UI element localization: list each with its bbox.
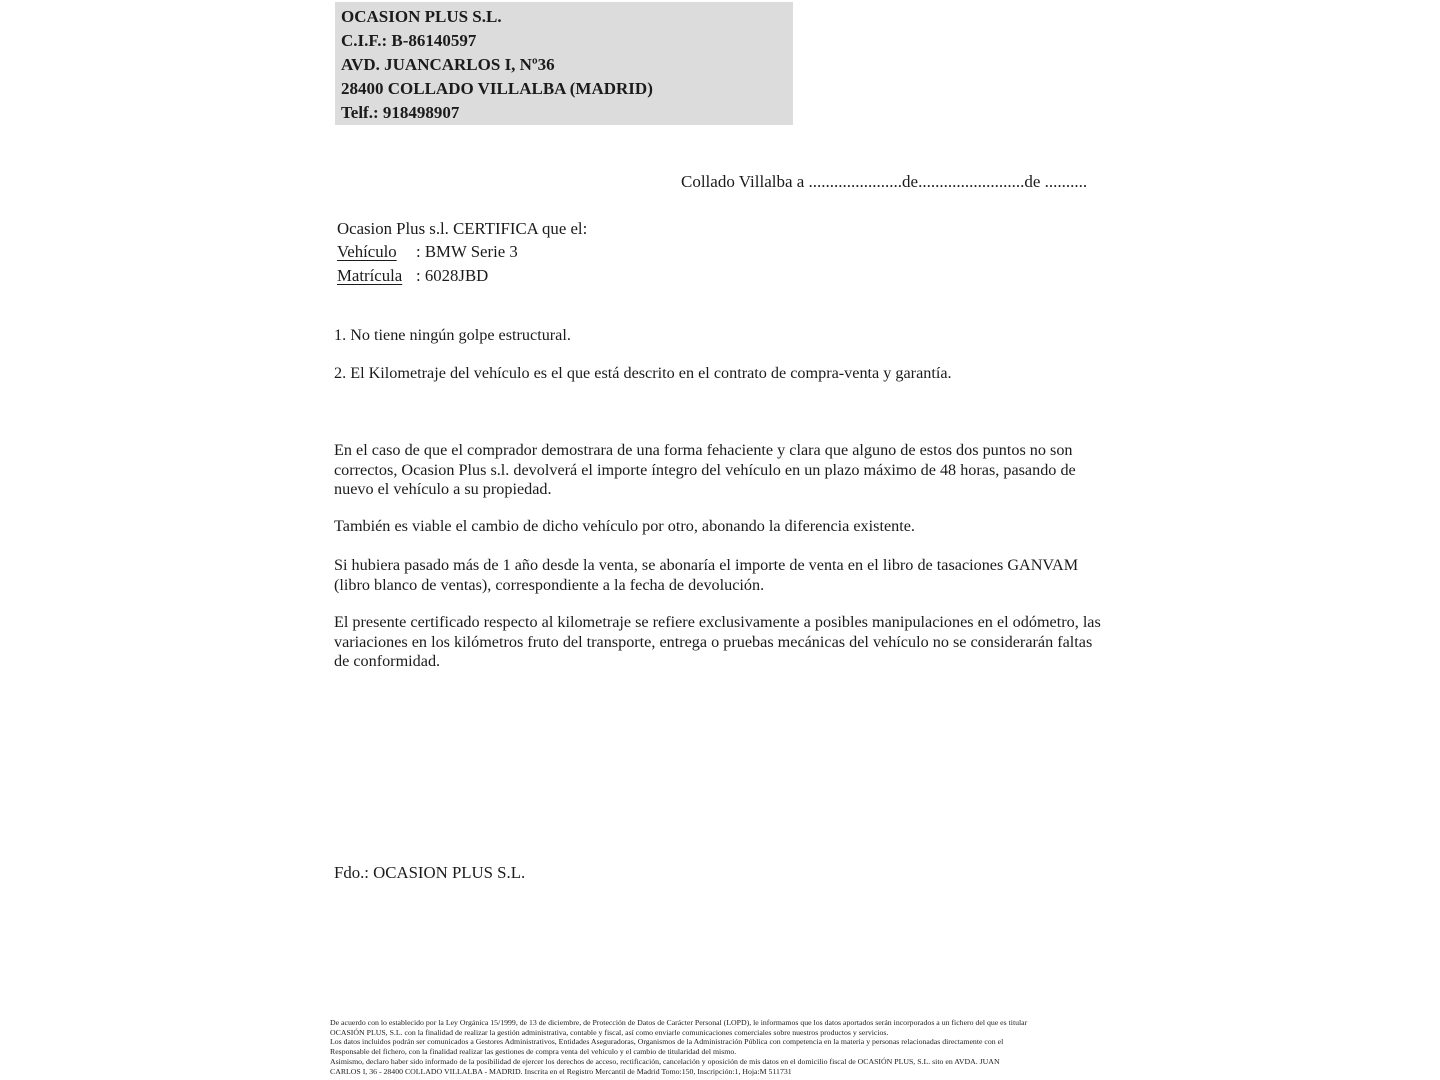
vehicle-value: : BMW Serie 3 — [416, 242, 518, 262]
certification-intro: Ocasion Plus s.l. CERTIFICA que el: — [337, 219, 588, 238]
plate-field — [337, 264, 587, 287]
company-name: OCASION PLUS S.L. — [341, 7, 502, 26]
certification-block — [337, 217, 587, 287]
legal-line: De acuerdo con lo establecido por la Ley Orgánica 15/1999, de 13 de diciembre, de Protección de Datos de Carácter Personal (LOPD), le informamos que los datos aportados serán incorporados a un fichero del que es titular — [330, 1018, 1028, 1027]
plate-label: Matrícula — [337, 265, 403, 285]
legal-line: OCASIÓN PLUS, S.L. con la finalidad de realizar la gestión administrativa, contable y fiscal, así como enviarle comunicaciones comerciales sobre nuestros productos y servicios. — [330, 1027, 889, 1037]
legal-line: Asimismo, declaro haber sido informado de la posibilidad de ejercer los derechos de acceso, rectificación, cancelación y oposición de mis datos en el domicilio fiscal de OCASIÓN PLUS, S.L. sito en AVDA. JUAN — [330, 1056, 1000, 1066]
odometer-paragraph: El presente certificado respecto al kilometraje se refiere exclusivamente a posibles manipulaciones en el odómetro, las variaciones en los kilómetros fruto del transporte, entrega o pruebas mecánicas del vehículo no se considerarán faltas de conformidad. — [334, 613, 1101, 670]
company-phone: Telf.: 918498907 — [341, 103, 460, 122]
company-address: AVD. JUANCARLOS I, Nº36 — [341, 55, 555, 74]
company-city: 28400 COLLADO VILLALBA (MADRID) — [341, 79, 653, 98]
date-line: Collado Villalba a ......................de.........................de .......... — [681, 172, 1088, 191]
legal-line: Los datos incluidos podrán ser comunicados a Gestores Administrativos, Entidades Aseguradoras, Organismos de la Administración Pública con competencia en la materia y personas relacionadas directamente con el — [330, 1037, 1004, 1047]
company-header-block — [335, 2, 793, 125]
refund-paragraph: En el caso de que el comprador demostrara de una forma fehaciente y clara que alguno de estos dos puntos no son correctos, Ocasion Plus s.l. devolverá el importe íntegro del vehículo en un plazo máximo de 48 horas, pasando de nuevo el vehículo a su propiedad. — [334, 441, 1076, 498]
vehicle-label: Vehículo — [337, 242, 397, 262]
condition-item-1: 1. No tiene ningún golpe estructural. — [334, 326, 571, 344]
legal-notice — [330, 1018, 1027, 1076]
plate-value: : 6028JBD — [416, 265, 489, 285]
condition-item-2: 2. El Kilometraje del vehículo es el que está descrito en el contrato de compra-venta y garantía. — [334, 364, 952, 382]
signature-line: Fdo.: OCASION PLUS S.L. — [334, 863, 526, 882]
legal-line: Responsable del fichero, con la finalidad realizar las gestiones de compra venta del vehículo y el cambio de titularidad del mismo. — [330, 1047, 737, 1057]
exchange-paragraph: También es viable el cambio de dicho vehículo por otro, abonando la diferencia existente. — [334, 517, 915, 535]
legal-line: CARLOS I, 36 - 28400 COLLADO VILLALBA - MADRID. Inscrita en el Registro Mercantil de Madrid Tomo:150, Inscripción:1, Hoja:M 511731 — [330, 1066, 792, 1076]
ganvam-paragraph: Si hubiera pasado más de 1 año desde la venta, se abonaría el importe de venta en el libro de tasaciones GANVAM (libro blanco de ventas), correspondiente a la fecha de devolución. — [334, 556, 1079, 594]
vehicle-field — [337, 240, 587, 263]
company-cif: C.I.F.: B-86140597 — [341, 31, 477, 50]
